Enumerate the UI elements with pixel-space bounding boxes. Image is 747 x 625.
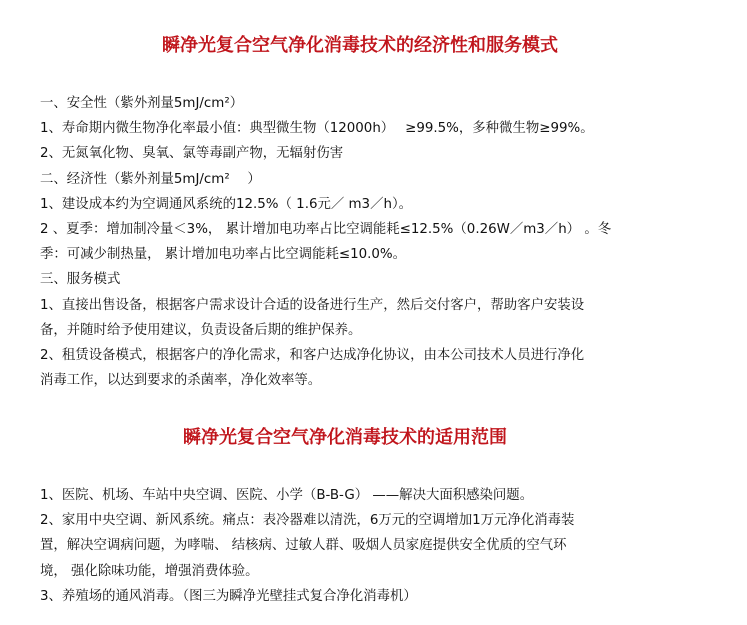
- heading-service: 三、服务模式: [40, 272, 121, 288]
- text-line: 备，并随时给予使用建议，负责设备后期的维护保养。: [40, 322, 362, 338]
- title-economics-service: 瞬净光复合空气净化消毒技术的经济性和服务模式: [162, 35, 558, 56]
- text-line: 1、寿命期内微生物净化率最小值：典型微生物（12000h） ≥99.5%，多种微生物≥99%。: [40, 121, 594, 137]
- text-line: 置，解决空调病问题，为哮喘、 结核病、过敏人群、吸烟人员家庭提供安全优质的空气环: [40, 538, 567, 554]
- text-line: 季：可减少制热量， 累计增加电功率占比空调能耗≤10.0%。: [40, 247, 406, 263]
- text-line: 2、无氮氧化物、臭氧、氯等毒副产物，无辐射伤害: [40, 146, 344, 162]
- text-line: 1、建设成本约为空调通风系统的12.5%（ 1.6元／ m3／h）。: [40, 196, 413, 212]
- heading-safety: 一、安全性（紫外剂量5mJ/cm²）: [40, 96, 244, 111]
- text-line: 消毒工作，以达到要求的杀菌率，净化效率等。: [40, 373, 322, 389]
- text-line: 1、医院、机场、车站中央空调、医院、小学（B-B-G） ——解决大面积感染问题。: [40, 488, 534, 503]
- text-line: 2 、夏季：增加制冷量＜3%， 累计增加电功率占比空调能耗≤12.5%（0.26W／m3／h） 。冬: [40, 222, 612, 238]
- title-application-scope: 瞬净光复合空气净化消毒技术的适用范围: [183, 427, 507, 448]
- text-line: 境， 强化除味功能，增强消费体验。: [40, 563, 259, 579]
- text-line: 2、租赁设备模式，根据客户的净化需求，和客户达成净化协议，由本公司技术人员进行净化: [40, 348, 585, 364]
- text-line: 2、家用中央空调、新风系统。痛点：表冷器难以清洗，6万元的空调增加1万元净化消毒装: [40, 513, 575, 529]
- section-economics-service: [40, 91, 730, 393]
- section-application-scope: [40, 483, 730, 609]
- text-line: 3、养殖场的通风消毒。（图三为瞬净光壁挂式复合净化消毒机）: [40, 588, 417, 604]
- heading-economy: 二、经济性（紫外剂量5mJ/cm² ）: [40, 171, 261, 187]
- text-line: 1、直接出售设备，根据客户需求设计合适的设备进行生产，然后交付客户，帮助客户安装设: [40, 297, 585, 313]
